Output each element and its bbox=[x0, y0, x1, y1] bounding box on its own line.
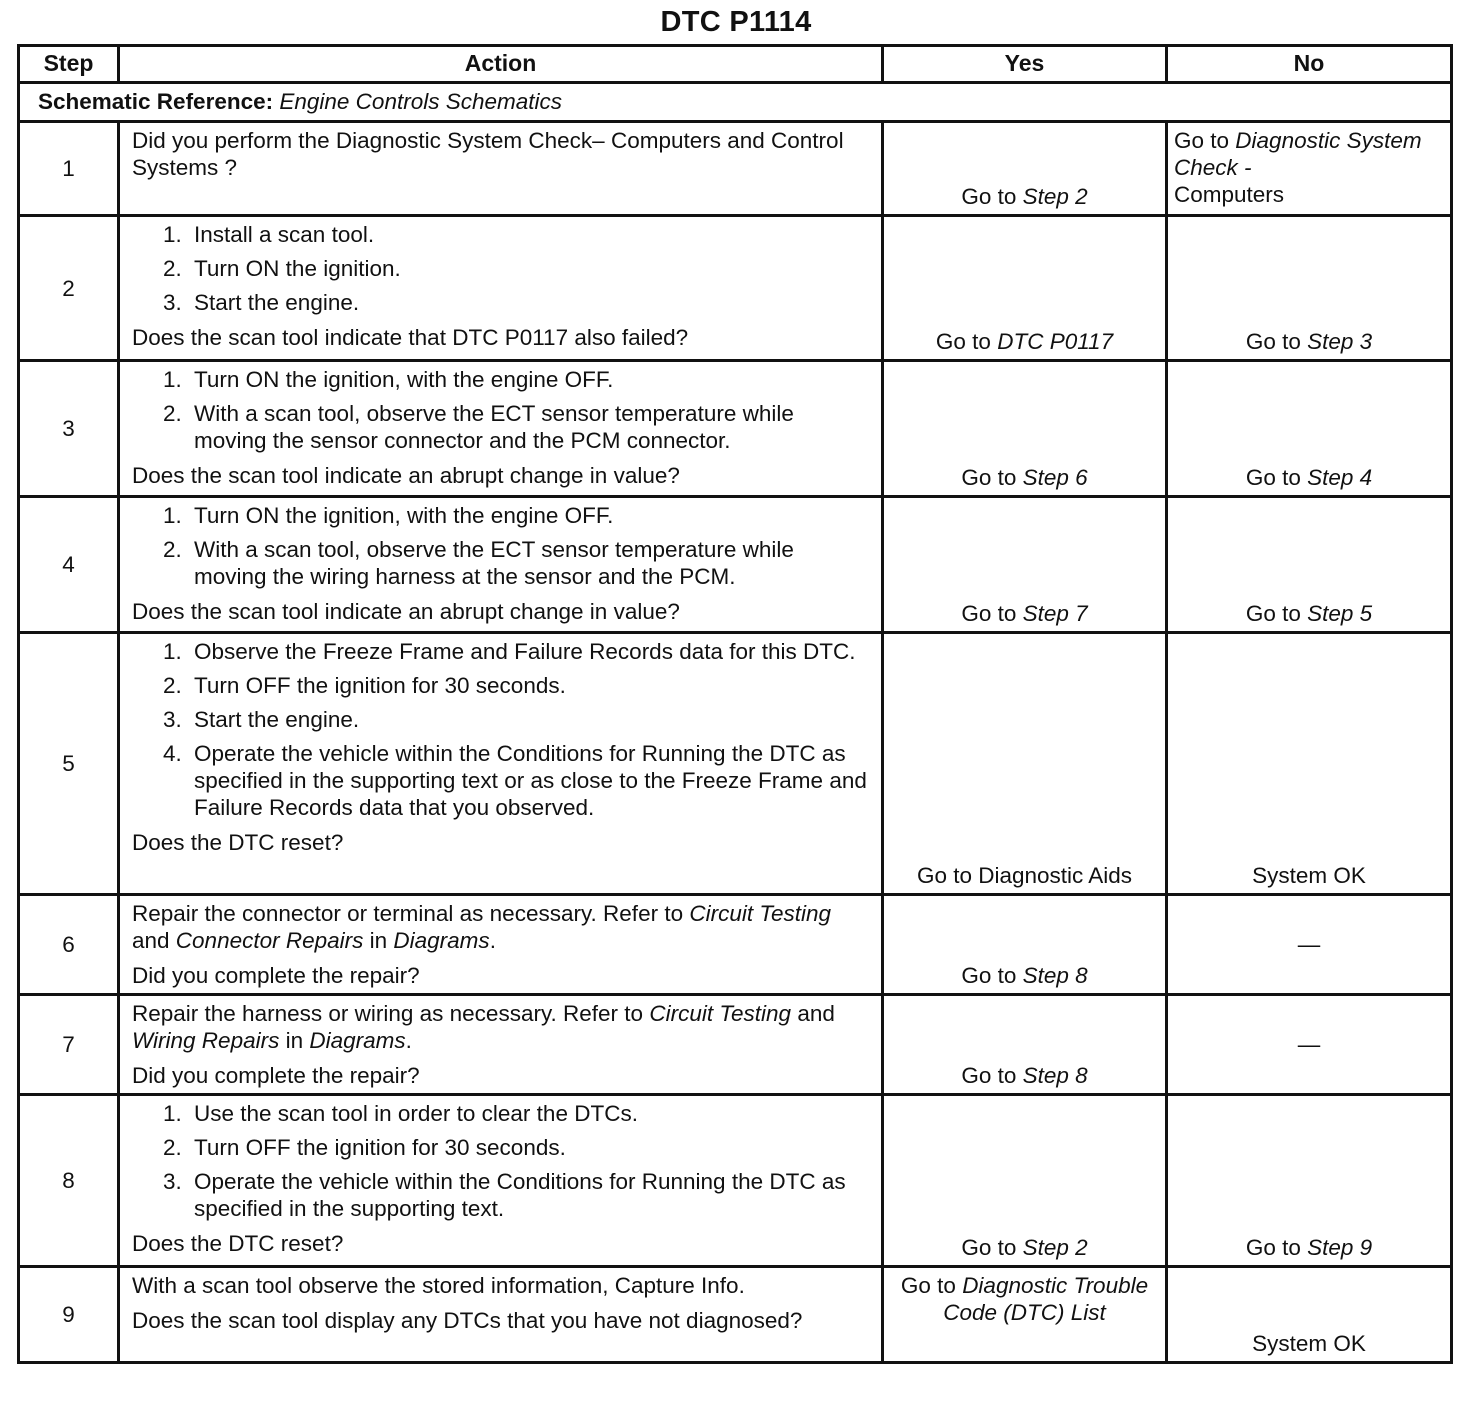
repair-instruction bbox=[132, 1000, 871, 1054]
no-link[interactable]: Step 3 bbox=[1307, 329, 1373, 354]
yes-prefix: Go to bbox=[961, 1063, 1023, 1088]
no-link[interactable]: Step 5 bbox=[1307, 601, 1373, 626]
yes-link[interactable]: DTC P0117 bbox=[997, 329, 1114, 354]
yes-cell bbox=[883, 497, 1167, 633]
yes-link[interactable]: Step 8 bbox=[1022, 963, 1088, 988]
no-text: System OK bbox=[1252, 1331, 1366, 1356]
yes-prefix: Go to bbox=[961, 1235, 1023, 1260]
yes-link[interactable]: Diagnostic Trouble Code (DTC) List bbox=[943, 1273, 1149, 1325]
step-number: 8 bbox=[19, 1095, 119, 1267]
action-step-item: 2. With a scan tool, observe the ECT sensor temperature while moving the sensor connector and the PCM connector. bbox=[188, 400, 871, 454]
yes-link[interactable]: Step 6 bbox=[1022, 465, 1088, 490]
repair-link[interactable]: Wiring Repairs bbox=[132, 1028, 280, 1053]
no-link[interactable]: Diagnostic System Check - bbox=[1174, 128, 1422, 180]
action-steps bbox=[132, 502, 871, 590]
schematic-row bbox=[19, 83, 1452, 122]
step-number: 5 bbox=[19, 633, 119, 895]
yes-prefix: Go to bbox=[900, 1273, 963, 1298]
action-cell bbox=[119, 361, 883, 497]
table-row bbox=[19, 895, 1452, 995]
no-suffix: Computers bbox=[1174, 182, 1285, 207]
no-text: System OK bbox=[1252, 863, 1366, 888]
action-step-item: 1. Turn ON the ignition, with the engine OFF. bbox=[188, 366, 871, 393]
step-number: 2 bbox=[19, 216, 119, 361]
repair-text: . bbox=[489, 928, 496, 953]
yes-cell bbox=[883, 995, 1167, 1095]
no-prefix: Go to bbox=[1245, 329, 1308, 354]
schematic-value: Engine Controls Schematics bbox=[279, 89, 563, 114]
header-yes: Yes bbox=[883, 46, 1167, 83]
step-number: 7 bbox=[19, 995, 119, 1095]
yes-cell bbox=[883, 216, 1167, 361]
yes-text[interactable]: Go to Diagnostic Aids bbox=[916, 863, 1133, 888]
yes-link[interactable]: Step 2 bbox=[1022, 1235, 1088, 1260]
yes-prefix: Go to bbox=[935, 329, 998, 354]
header-no: No bbox=[1167, 46, 1452, 83]
action-step-item: 3. Operate the vehicle within the Conditions for Running the DTC as specified in the supporting text. bbox=[188, 1168, 871, 1222]
repair-text: and bbox=[791, 1001, 835, 1026]
no-cell bbox=[1167, 361, 1452, 497]
action-cell bbox=[119, 895, 883, 995]
action-step-item: 1. Turn ON the ignition, with the engine OFF. bbox=[188, 502, 871, 529]
step-number: 3 bbox=[19, 361, 119, 497]
header-row bbox=[19, 46, 1452, 83]
no-prefix: Go to bbox=[1174, 128, 1236, 153]
no-text: — bbox=[1297, 932, 1321, 957]
table-row bbox=[19, 1267, 1452, 1363]
action-cell bbox=[119, 216, 883, 361]
table-row bbox=[19, 216, 1452, 361]
action-cell bbox=[119, 1267, 883, 1363]
step-number: 6 bbox=[19, 895, 119, 995]
action-step-item: 1. Use the scan tool in order to clear the DTCs. bbox=[188, 1100, 871, 1127]
repair-instruction bbox=[132, 900, 871, 954]
action-steps bbox=[132, 638, 871, 821]
no-cell bbox=[1167, 1095, 1452, 1267]
schematic-label: Schematic Reference: bbox=[38, 89, 274, 114]
action-cell bbox=[119, 633, 883, 895]
action-steps bbox=[132, 1100, 871, 1222]
action-step-item: 2. Turn OFF the ignition for 30 seconds. bbox=[188, 1134, 871, 1161]
header-step: Step bbox=[19, 46, 119, 83]
repair-link[interactable]: Diagrams bbox=[309, 1028, 406, 1053]
action-cell bbox=[119, 122, 883, 216]
yes-prefix: Go to bbox=[961, 963, 1023, 988]
no-cell bbox=[1167, 1267, 1452, 1363]
yes-cell bbox=[883, 361, 1167, 497]
action-steps bbox=[132, 221, 871, 316]
repair-text: . bbox=[405, 1028, 412, 1053]
action-step-item: 3. Start the engine. bbox=[188, 706, 871, 733]
action-question: Does the DTC reset? bbox=[132, 1231, 344, 1256]
no-text: — bbox=[1297, 1032, 1321, 1057]
yes-cell bbox=[883, 122, 1167, 216]
table-row bbox=[19, 497, 1452, 633]
no-link[interactable]: Step 9 bbox=[1307, 1235, 1373, 1260]
yes-cell bbox=[883, 895, 1167, 995]
repair-text: Repair the connector or terminal as necessary. Refer to bbox=[132, 901, 690, 926]
dtc-table bbox=[17, 44, 1453, 1364]
yes-link[interactable]: Step 2 bbox=[1022, 184, 1088, 209]
repair-text: in bbox=[363, 928, 394, 953]
no-link[interactable]: Step 4 bbox=[1307, 465, 1373, 490]
repair-link[interactable]: Circuit Testing bbox=[649, 1001, 792, 1026]
table-row bbox=[19, 122, 1452, 216]
action-cell bbox=[119, 995, 883, 1095]
action-step-item: 4. Operate the vehicle within the Conditions for Running the DTC as specified in the supporting text or as close to the Freeze Frame and Failure Records data that you observed. bbox=[188, 740, 871, 821]
schematic-reference bbox=[19, 83, 1452, 122]
no-cell bbox=[1167, 497, 1452, 633]
yes-prefix: Go to bbox=[961, 601, 1023, 626]
page-title: DTC P1114 bbox=[660, 6, 812, 38]
header-action: Action bbox=[119, 46, 883, 83]
action-question: Does the scan tool display any DTCs that you have not diagnosed? bbox=[132, 1308, 803, 1333]
no-prefix: Go to bbox=[1245, 601, 1308, 626]
action-question: Did you perform the Diagnostic System Check– Computers and Control Systems ? bbox=[132, 128, 844, 180]
action-step-item: 2. Turn OFF the ignition for 30 seconds. bbox=[188, 672, 871, 699]
action-step-item: 2. Turn ON the ignition. bbox=[188, 255, 871, 282]
action-question: Did you complete the repair? bbox=[132, 963, 420, 988]
step-number: 9 bbox=[19, 1267, 119, 1363]
yes-cell bbox=[883, 1095, 1167, 1267]
action-step-item: 1. Install a scan tool. bbox=[188, 221, 871, 248]
no-cell bbox=[1167, 216, 1452, 361]
no-prefix: Go to bbox=[1245, 1235, 1308, 1260]
table-row bbox=[19, 361, 1452, 497]
no-cell bbox=[1167, 633, 1452, 895]
action-steps bbox=[132, 366, 871, 454]
action-question: Does the scan tool indicate an abrupt change in value? bbox=[132, 463, 680, 488]
repair-link[interactable]: Connector Repairs bbox=[175, 928, 364, 953]
no-cell bbox=[1167, 995, 1452, 1095]
action-question: Does the scan tool indicate that DTC P0117 also failed? bbox=[132, 325, 689, 350]
yes-link[interactable]: Step 8 bbox=[1022, 1063, 1088, 1088]
table-row bbox=[19, 1095, 1452, 1267]
action-question: Does the DTC reset? bbox=[132, 830, 344, 855]
yes-prefix: Go to bbox=[961, 465, 1023, 490]
no-cell bbox=[1167, 895, 1452, 995]
step-number: 1 bbox=[19, 122, 119, 216]
action-cell bbox=[119, 497, 883, 633]
action-intro: With a scan tool observe the stored information, Capture Info. bbox=[132, 1273, 745, 1298]
repair-text: Repair the harness or wiring as necessary. Refer to bbox=[132, 1001, 650, 1026]
repair-link[interactable]: Circuit Testing bbox=[689, 901, 832, 926]
no-prefix: Go to bbox=[1245, 465, 1308, 490]
action-step-item: 1. Observe the Freeze Frame and Failure Records data for this DTC. bbox=[188, 638, 871, 665]
yes-link[interactable]: Step 7 bbox=[1022, 601, 1088, 626]
table-row bbox=[19, 633, 1452, 895]
step-number: 4 bbox=[19, 497, 119, 633]
action-question: Did you complete the repair? bbox=[132, 1063, 420, 1088]
yes-cell bbox=[883, 633, 1167, 895]
no-cell bbox=[1167, 122, 1452, 216]
repair-text: and bbox=[132, 928, 176, 953]
yes-cell bbox=[883, 1267, 1167, 1363]
repair-text: in bbox=[279, 1028, 310, 1053]
yes-prefix: Go to bbox=[961, 184, 1023, 209]
action-step-item: 2. With a scan tool, observe the ECT sensor temperature while moving the wiring harness at the sensor and the PCM. bbox=[188, 536, 871, 590]
table-row bbox=[19, 995, 1452, 1095]
repair-link[interactable]: Diagrams bbox=[393, 928, 490, 953]
action-step-item: 3. Start the engine. bbox=[188, 289, 871, 316]
action-question: Does the scan tool indicate an abrupt change in value? bbox=[132, 599, 680, 624]
action-cell bbox=[119, 1095, 883, 1267]
